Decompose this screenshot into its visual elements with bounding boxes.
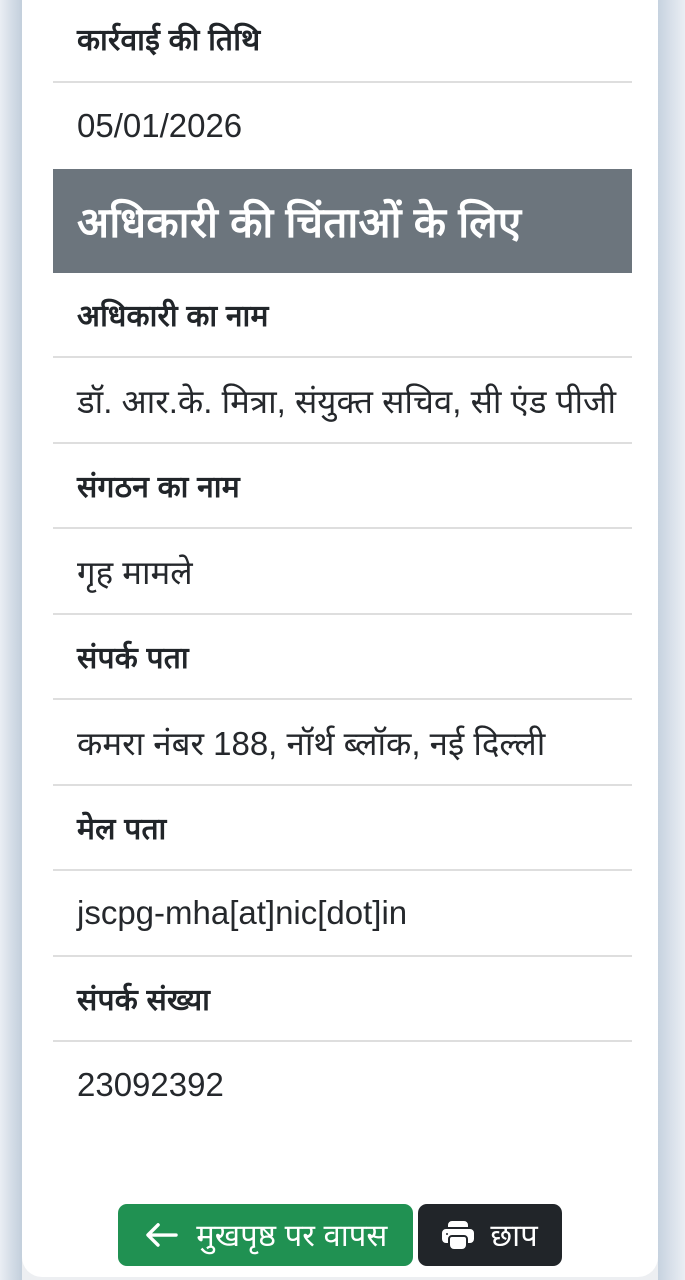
field-value-officer-name: डॉ. आर.के. मित्रा, संयुक्त सचिव, सी एंड पीजी bbox=[53, 358, 632, 444]
field-value-contact-address: कमरा नंबर 188, नॉर्थ ब्लॉक, नई दिल्ली bbox=[53, 700, 632, 786]
field-value-action-date: 05/01/2026 bbox=[77, 107, 243, 144]
field-label-action-date: कार्रवाई की तिथि bbox=[53, 0, 632, 83]
section-header-officer-concerns: अधिकारी की चिंताओं के लिए bbox=[53, 169, 632, 273]
printer-icon bbox=[442, 1219, 474, 1251]
field-label-officer-name: अधिकारी का नाम bbox=[53, 273, 632, 358]
field-label-organisation-name: संगठन का नाम bbox=[53, 444, 632, 529]
page-edge-left bbox=[0, 0, 22, 1280]
print-button[interactable] bbox=[418, 1204, 561, 1266]
left-arrow-icon bbox=[144, 1217, 180, 1253]
field-label-mail-address: मेल पता bbox=[53, 786, 632, 871]
back-to-home-button[interactable] bbox=[118, 1204, 413, 1266]
field-label-contact-address: संपर्क पता bbox=[53, 615, 632, 700]
print-label: छाप bbox=[490, 1218, 538, 1253]
field-value-contact-number: 23092392 bbox=[77, 1066, 224, 1103]
field-value-organisation-name: गृह मामले bbox=[53, 529, 632, 615]
action-buttons-row bbox=[22, 1204, 658, 1266]
back-to-home-label: मुखपृष्ठ पर वापस bbox=[196, 1218, 388, 1253]
page-edge-right bbox=[658, 0, 685, 1280]
grievance-details-table bbox=[53, 0, 632, 1128]
field-value-mail-address: jscpg-mha[at]nic[dot]in bbox=[53, 871, 632, 957]
field-label-contact-number: संपर्क संख्या bbox=[53, 957, 632, 1042]
details-card bbox=[22, 0, 658, 1277]
